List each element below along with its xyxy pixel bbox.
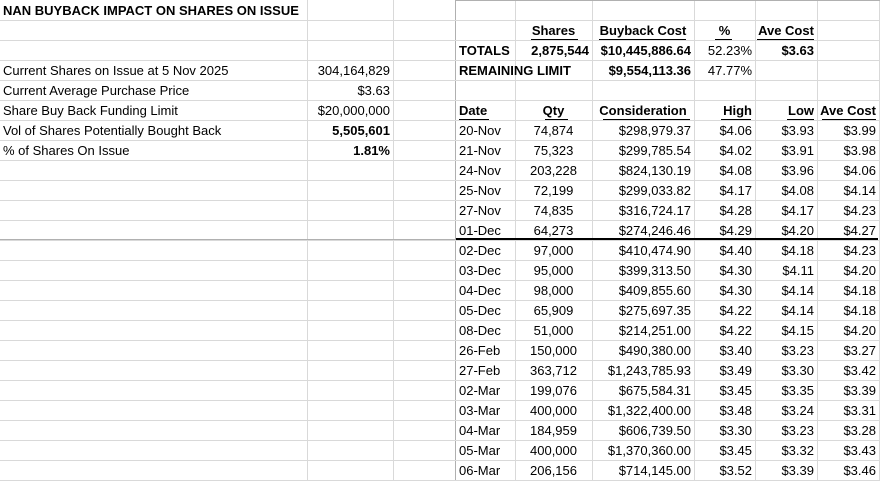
trade-low: $3.96 xyxy=(781,163,814,178)
trade-date: 01-Dec xyxy=(459,223,501,238)
header-qty: Qty xyxy=(542,103,565,118)
trade-consideration: $399,313.50 xyxy=(618,263,691,278)
trade-qty: 150,000 xyxy=(530,343,577,358)
trade-ave-cost: $4.27 xyxy=(843,223,876,238)
trade-date: 04-Mar xyxy=(459,423,501,438)
trade-high: $3.40 xyxy=(719,343,752,358)
trade-date: 24-Nov xyxy=(459,163,501,178)
header-underline xyxy=(721,119,751,120)
trade-consideration: $490,380.00 xyxy=(618,343,691,358)
trade-ave-cost: $3.99 xyxy=(843,123,876,138)
trade-high: $4.40 xyxy=(719,243,752,258)
trade-high: $4.22 xyxy=(719,303,752,318)
summary-label: Current Average Purchase Price xyxy=(3,83,190,98)
summary-label: Current Shares on Issue at 5 Nov 2025 xyxy=(3,63,229,78)
trade-high: $4.30 xyxy=(719,263,752,278)
totals-cost: $10,445,886.64 xyxy=(600,43,691,58)
header-underline xyxy=(757,39,814,40)
summary-label: % of Shares On Issue xyxy=(3,143,130,158)
trade-date: 06-Mar xyxy=(459,463,501,478)
header-underline xyxy=(787,119,814,120)
header-buyback-cost: Buyback Cost xyxy=(599,23,687,38)
trade-low: $4.08 xyxy=(781,183,814,198)
header-underline xyxy=(715,39,732,40)
trade-ave-cost: $4.20 xyxy=(843,323,876,338)
trade-ave-cost: $4.20 xyxy=(843,263,876,278)
trade-date: 02-Mar xyxy=(459,383,501,398)
trade-ave-cost: $3.27 xyxy=(843,343,876,358)
trade-low: $3.93 xyxy=(781,123,814,138)
trade-date: 05-Dec xyxy=(459,303,501,318)
totals-ave-cost: $3.63 xyxy=(781,43,814,58)
trade-low: $4.11 xyxy=(782,263,814,278)
trade-high: $4.17 xyxy=(719,183,752,198)
trade-low: $3.35 xyxy=(781,383,814,398)
trade-qty: 203,228 xyxy=(530,163,577,178)
trade-high: $3.48 xyxy=(719,403,752,418)
trade-qty: 74,874 xyxy=(533,123,574,138)
trade-consideration: $214,251.00 xyxy=(618,323,691,338)
trade-consideration: $714,145.00 xyxy=(618,463,691,478)
header-underline xyxy=(599,39,686,40)
trade-ave-cost: $4.06 xyxy=(843,163,876,178)
header-low: Low xyxy=(788,103,814,118)
trade-low: $3.32 xyxy=(781,443,814,458)
trade-ave-cost: $4.18 xyxy=(843,303,876,318)
trade-ave-cost: $4.23 xyxy=(843,203,876,218)
trade-low: $3.24 xyxy=(781,403,814,418)
summary-value: $20,000,000 xyxy=(317,103,390,118)
remaining-cost: $9,554,113.36 xyxy=(608,63,691,78)
header-underline xyxy=(603,119,690,120)
trade-consideration: $299,785.54 xyxy=(618,143,691,158)
trade-consideration: $409,855.60 xyxy=(618,283,691,298)
trade-high: $3.45 xyxy=(719,383,752,398)
header-underline xyxy=(531,39,578,40)
trade-low: $3.91 xyxy=(781,143,814,158)
trade-consideration: $410,474.90 xyxy=(618,243,691,258)
trade-high: $4.02 xyxy=(719,143,752,158)
header-underline xyxy=(822,119,876,120)
trade-date: 02-Dec xyxy=(459,243,501,258)
trade-consideration: $1,370,360.00 xyxy=(607,443,691,458)
trade-qty: 184,959 xyxy=(530,423,577,438)
trade-qty: 75,323 xyxy=(533,143,574,158)
table-divider xyxy=(456,238,878,240)
totals-label: TOTALS xyxy=(459,43,510,58)
trade-qty: 363,712 xyxy=(530,363,577,378)
trade-date: 27-Feb xyxy=(459,363,501,378)
trade-high: $3.49 xyxy=(719,363,752,378)
header-underline xyxy=(545,119,568,120)
trade-consideration: $275,697.35 xyxy=(618,303,691,318)
trade-qty: 400,000 xyxy=(530,403,577,418)
trade-qty: 199,076 xyxy=(530,383,577,398)
trade-low: $4.15 xyxy=(781,323,814,338)
trade-qty: 51,000 xyxy=(533,323,574,338)
trade-low: $4.14 xyxy=(781,283,814,298)
trade-ave-cost: $4.18 xyxy=(843,283,876,298)
trade-qty: 65,909 xyxy=(533,303,574,318)
trade-qty: 64,273 xyxy=(533,223,574,238)
trade-ave-cost: $3.43 xyxy=(843,443,876,458)
trade-date: 08-Dec xyxy=(459,323,501,338)
trade-consideration: $606,739.50 xyxy=(618,423,691,438)
trade-ave-cost: $3.98 xyxy=(843,143,876,158)
trade-low: $4.18 xyxy=(781,243,814,258)
trade-ave-cost: $3.39 xyxy=(843,383,876,398)
header-high: High xyxy=(723,103,752,118)
trade-date: 20-Nov xyxy=(459,123,501,138)
trade-high: $4.28 xyxy=(719,203,752,218)
sheet-title: NAN BUYBACK IMPACT ON SHARES ON ISSUE xyxy=(3,3,299,18)
trade-consideration: $274,246.46 xyxy=(618,223,691,238)
trade-date: 21-Nov xyxy=(459,143,501,158)
pane-divider xyxy=(456,0,880,1)
trade-low: $3.23 xyxy=(781,343,814,358)
trade-low: $3.30 xyxy=(781,363,814,378)
remaining-label: REMAINING LIMIT xyxy=(459,63,571,78)
trade-qty: 97,000 xyxy=(533,243,574,258)
trade-ave-cost: $4.14 xyxy=(843,183,876,198)
trade-consideration: $299,033.82 xyxy=(618,183,691,198)
trade-date: 03-Mar xyxy=(459,403,501,418)
header-trade-ave-cost: Ave Cost xyxy=(820,103,876,118)
trade-low: $4.17 xyxy=(781,203,814,218)
trade-high: $4.08 xyxy=(719,163,752,178)
trade-high: $3.45 xyxy=(719,443,752,458)
trade-qty: 206,156 xyxy=(530,463,577,478)
trade-qty: 72,199 xyxy=(533,183,574,198)
trade-consideration: $1,322,400.00 xyxy=(607,403,691,418)
header-shares: Shares xyxy=(531,23,576,38)
trade-date: 05-Mar xyxy=(459,443,501,458)
trade-qty: 400,000 xyxy=(530,443,577,458)
trade-date: 03-Dec xyxy=(459,263,501,278)
header-consideration: Consideration xyxy=(599,103,687,118)
summary-label: Share Buy Back Funding Limit xyxy=(3,103,178,118)
trade-ave-cost: $4.23 xyxy=(843,243,876,258)
summary-value: $3.63 xyxy=(357,83,390,98)
trade-ave-cost: $3.28 xyxy=(843,423,876,438)
trade-consideration: $1,243,785.93 xyxy=(607,363,691,378)
trade-low: $4.14 xyxy=(781,303,814,318)
trade-qty: 95,000 xyxy=(533,263,574,278)
trade-low: $3.39 xyxy=(781,463,814,478)
totals-percent: 52.23% xyxy=(707,43,752,58)
trade-date: 27-Nov xyxy=(459,203,501,218)
trade-high: $4.30 xyxy=(719,283,752,298)
trade-high: $4.22 xyxy=(719,323,752,338)
trade-low: $4.20 xyxy=(781,223,814,238)
trade-high: $3.52 xyxy=(719,463,752,478)
trade-date: 25-Nov xyxy=(459,183,501,198)
header-underline xyxy=(459,119,489,120)
summary-label: Vol of Shares Potentially Bought Back xyxy=(3,123,222,138)
trade-consideration: $298,979.37 xyxy=(618,123,691,138)
trade-ave-cost: $3.31 xyxy=(843,403,876,418)
trade-ave-cost: $3.42 xyxy=(843,363,876,378)
trade-qty: 74,835 xyxy=(533,203,574,218)
trade-high: $4.06 xyxy=(719,123,752,138)
summary-value: 304,164,829 xyxy=(317,63,390,78)
summary-value: 5,505,601 xyxy=(332,123,390,138)
trade-consideration: $675,584.31 xyxy=(618,383,691,398)
trade-high: $4.29 xyxy=(719,223,752,238)
trade-ave-cost: $3.46 xyxy=(843,463,876,478)
header-percent: % xyxy=(718,23,731,38)
summary-value: 1.81% xyxy=(353,143,390,158)
trade-consideration: $316,724.17 xyxy=(618,203,691,218)
trade-date: 04-Dec xyxy=(459,283,501,298)
header-date: Date xyxy=(459,103,488,118)
trade-date: 26-Feb xyxy=(459,343,501,358)
trade-qty: 98,000 xyxy=(533,283,574,298)
trade-low: $3.23 xyxy=(781,423,814,438)
header-ave-cost: Ave Cost xyxy=(758,23,814,38)
remaining-percent: 47.77% xyxy=(707,63,752,78)
trade-high: $3.30 xyxy=(719,423,752,438)
trade-consideration: $824,130.19 xyxy=(618,163,691,178)
totals-shares: 2,875,544 xyxy=(531,43,589,58)
